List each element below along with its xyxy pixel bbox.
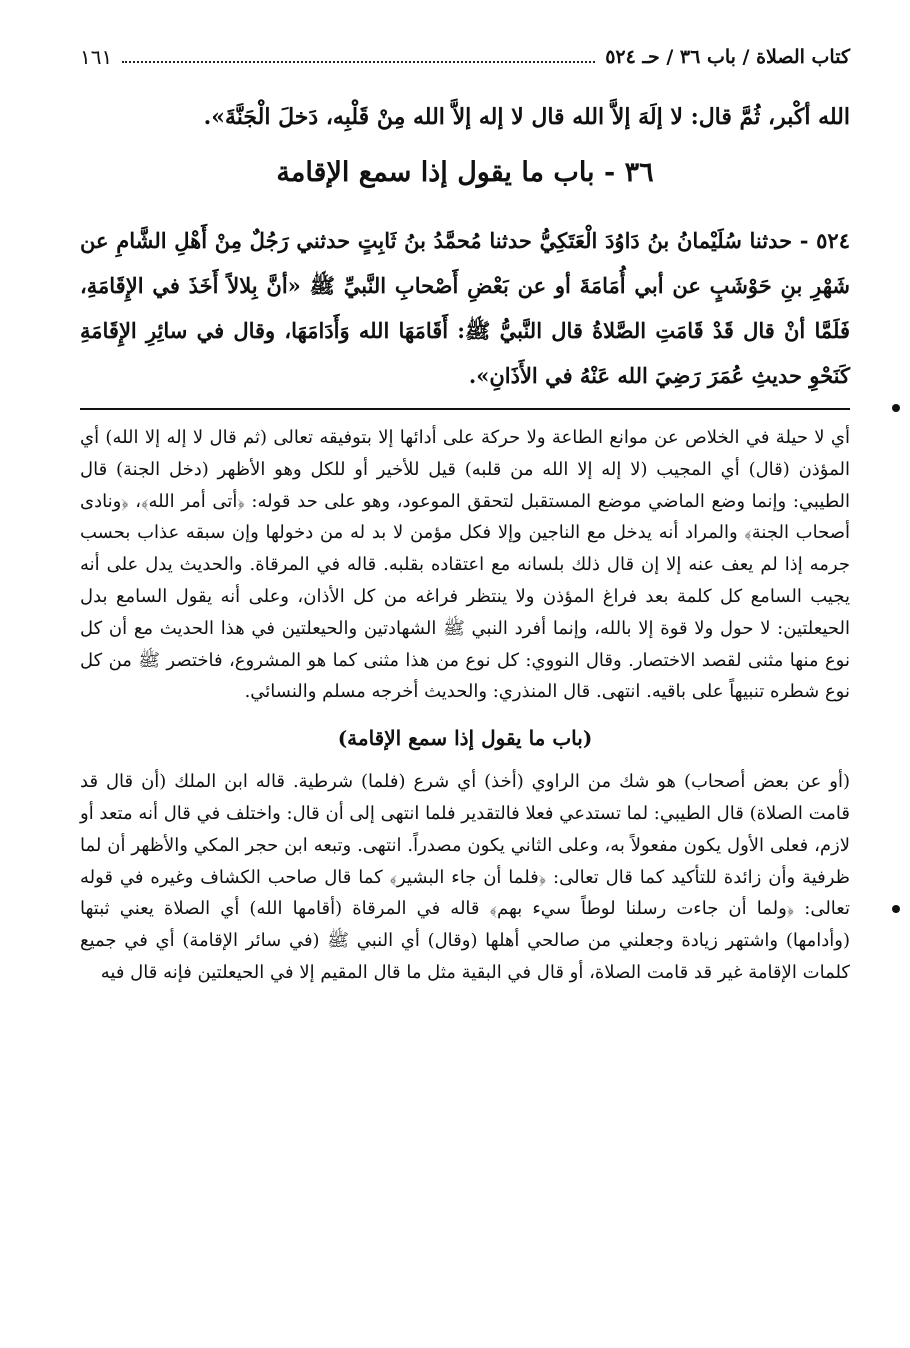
header-dotted-leader: [122, 51, 595, 63]
hadith-text-block: [80, 218, 850, 398]
running-header: [80, 40, 850, 74]
hadith-524: ٥٢٤ - حدثنا سُلَيْمانُ بنُ دَاوُدَ الْعَتَكِيُّ حدثنا مُحمَّدُ بنُ ثَابِتٍ حدثني رَجُلٌ مِنْ أَهْلِ الشَّامِ عن شَهْرِ بنِ حَوْشَبٍ عن أبي أُمَامَةَ أو عن بَعْضِ أَصْحابِ النَّبيِّ ﷺ «أنَّ بِلالاً أَخَذَ في الإِقَامَةِ، فَلَمَّا أنْ قال قَدْ قَامَتِ الصَّلاةُ قال النَّبيُّ ﷺ: أَقَامَهَا الله وَأَدَامَهَا، وقال في سائِرِ الإِقَامَةِ كَنَحْوِ حديثِ عُمَرَ رَضِيَ الله عَنْهُ في الأَذَانِ».: [80, 228, 850, 388]
margin-mark: [892, 404, 900, 412]
commentary-block: [80, 422, 850, 989]
commentary-chapter-heading: (باب ما يقول إذا سمع الإقامة): [337, 726, 593, 751]
chapter-heading: ٣٦ - باب ما يقول إذا سمع الإقامة: [276, 157, 654, 188]
commentary-paragraph-2: (أو عن بعض أصحاب) هو شك من الراوي (أخذ) أي شرع (فلما) شرطية. قاله ابن الملك (أن قال قد قامت الصلاة) قال الطيبي: لما تستدعي فعلا فالتقدير فلما انتهى إلى أن قال: واختلف في قال أنه متعد أو لازم، فعلى الأول يكون مفعولاً به، وعلى الثاني يكون مصدراً. انتهى. وتبعه ابن حجر المكي والأظهر أن لما ظرفية وأن زائدة للتأكيد كما قال تعالى: ﴿فلما أن جاء البشير﴾ كما قال صاحب الكشاف وغيره في قوله تعالى: ﴿ولما أن جاءت رسلنا لوطاً سيء بهم﴾ قاله في المرقاة (أقامها الله) أي الصلاة يعني ثبتها (وأدامها) واشتهر زيادة وجعلني من صالحي أهلها (وقال) أي النبي ﷺ (في سائر الإقامة) أي في جميع كلمات الإقامة غير قد قامت الصلاة، أو قال في البقية مثل ما قال المقيم إلا في الحيعلتين فإنه قال فيه: [80, 771, 850, 983]
footnote-separator-rule: [80, 408, 850, 410]
header-title: كتاب الصلاة / باب ٣٦ / حـ ٥٢٤: [605, 46, 850, 68]
previous-hadith-ending: الله أكْبر، ثُمَّ قال: لا إلَهَ إلاَّ الله قال لا إله إلاَّ الله مِنْ قَلْبِه، دَخلَ الْجَنَّةَ».: [203, 104, 850, 130]
page-number: ١٦١: [80, 45, 113, 69]
book-page: [80, 40, 850, 989]
commentary-paragraph-1: أي لا حيلة في الخلاص عن موانع الطاعة ولا حركة على أدائها إلا بتوفيقه تعالى (ثم قال لا إله إلا الله) أي المؤذن (قال) أي المجيب (لا إله إلا الله من قلبه) قيل للأخير أو للكل وهو الأظهر (دخل الجنة) قال الطيبي: وإنما وضع الماضي موضع المستقبل لتحقق الموعود، وهو على حد قوله: ﴿أتى أمر الله﴾، ﴿ونادى أصحاب الجنة﴾ والمراد أنه يدخل مع الناجين وإلا فكل مؤمن لا بد له من دخولها وإن سبقه عذاب بحسب جرمه إذا لم يعف عنه إلا إن قال ذلك بلسانه مع اعتقاده بقلبه. قاله في المرقاة. والحديث يدل على أنه يجيب السامع كل كلمة بعد فراغ المؤذن ولا ينتظر فراغه من كل الأذان، وعلى أنه يقول السامع بدل الحيعلتين: لا حول ولا قوة إلا بالله، وإنما أفرد النبي ﷺ الشهادتين والحيعلتين في هذا الحديث مع أن كل نوع منها مثنى لقصد الاختصار. وقال النووي: كل نوع من هذا مثنى كما هو المشروع، فاختصر ﷺ من كل نوع شطره تنبيهاً على باقيه. انتهى. قال المنذري: والحديث أخرجه مسلم والنسائي.: [80, 427, 850, 703]
margin-mark: [892, 905, 900, 913]
